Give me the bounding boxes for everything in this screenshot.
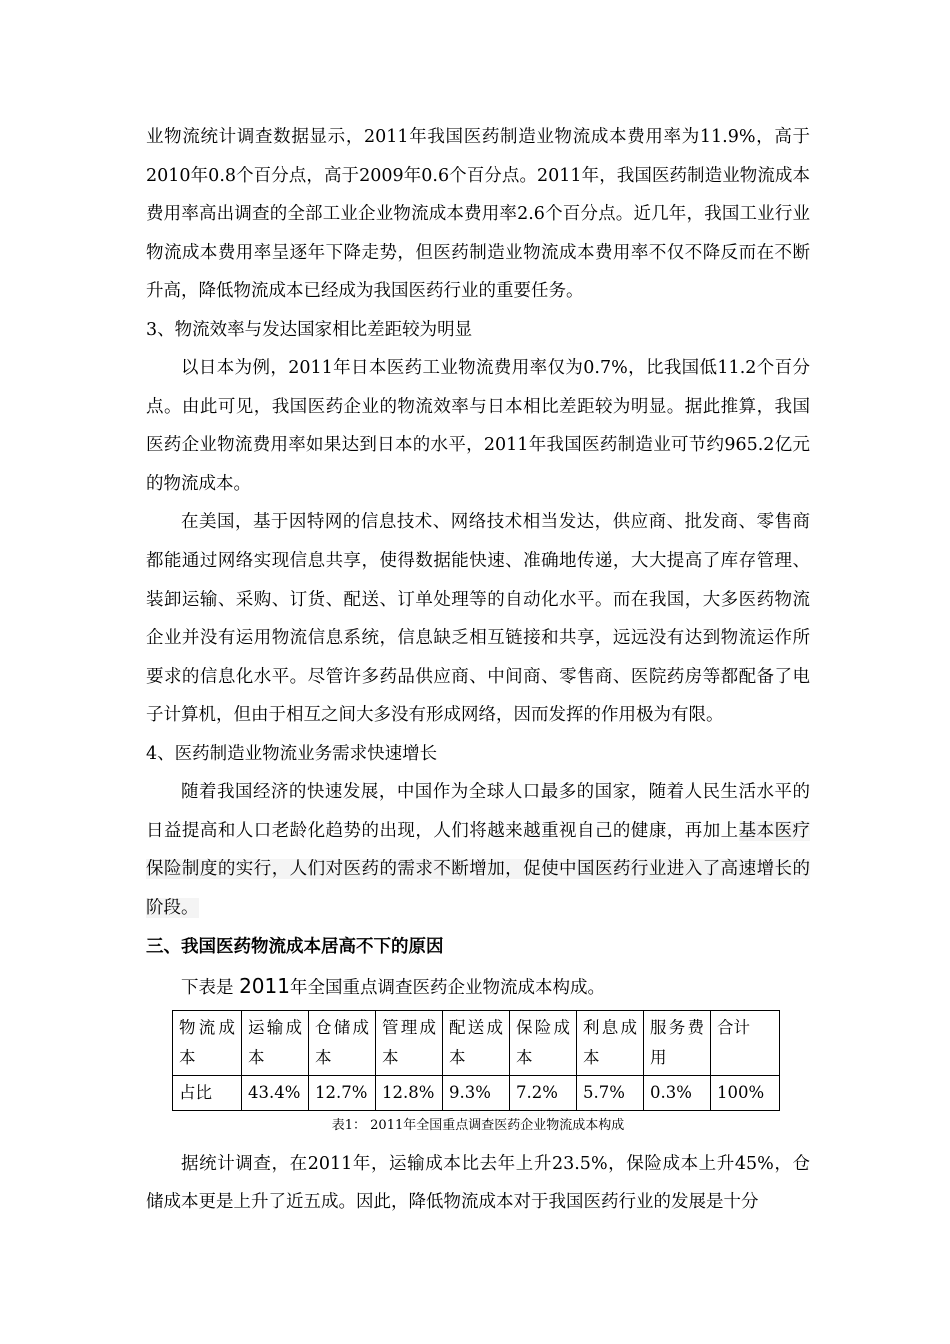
table-intro-year: 2011 bbox=[239, 974, 290, 999]
table-header-cell: 仓储成本 bbox=[309, 1010, 376, 1075]
section-heading-causes: 三、我国医药物流成本居高不下的原因 bbox=[146, 937, 444, 958]
paragraph-demand-growth-part3: 了高速增长的阶段。 bbox=[146, 859, 811, 918]
table-header-row bbox=[173, 1010, 780, 1075]
table-intro-pre: 下表是 bbox=[181, 978, 234, 999]
table-row bbox=[173, 1075, 780, 1110]
table-header-cell: 利息成本 bbox=[577, 1010, 644, 1075]
table-cell: 7.2% bbox=[510, 1075, 577, 1110]
table-header-cell: 管理成本 bbox=[376, 1010, 443, 1075]
table-cell: 9.3% bbox=[443, 1075, 510, 1110]
table-cell: 12.8% bbox=[376, 1075, 443, 1110]
logistics-cost-table bbox=[172, 1010, 780, 1111]
table-intro-post: 年全国重点调查医药企业物流成本构成。 bbox=[289, 978, 605, 999]
table-row-label: 占比 bbox=[173, 1075, 242, 1110]
paragraph-japan-comparison: 以日本为例，2011年日本医药工业物流费用率仅为0.7%，比我国低11.2个百分点。由此可见，我国医药企业的物流效率与日本相比差距较为明显。据此推算，我国医药企业物流费用率如果达到日本的水平，2011年我国医药制造业可节约965.2亿元的物流成本。 bbox=[146, 357, 810, 494]
table-cell: 100% bbox=[711, 1075, 780, 1110]
document-page bbox=[146, 118, 810, 1222]
table-header-cell: 运输成本 bbox=[242, 1010, 309, 1075]
paragraph-demand-growth bbox=[146, 773, 810, 927]
paragraph-demand-growth-part1: 随着我国经济的快速发展，中国作为全球人口最多的国家，随着人民生活水平的日益提高和人口老龄化趋势的出现，人们将越来越重视自己的健康，再加上 bbox=[146, 781, 810, 841]
heading-demand-growth: 4、医药制造业物流业务需求快速增长 bbox=[146, 743, 438, 764]
table-header-cell: 服务费用 bbox=[644, 1010, 711, 1075]
paragraph-demand-growth-part2: 基本医疗保险制度的实行，人们对医药的需求不断增加，促使中国医药行业进入 bbox=[146, 820, 810, 880]
table-cell: 5.7% bbox=[577, 1075, 644, 1110]
table-header-cell: 合计 bbox=[711, 1010, 780, 1075]
table-caption: 表1： 2011年全国重点调查医药企业物流成本构成 bbox=[331, 1117, 625, 1133]
table-cell: 43.4% bbox=[242, 1075, 309, 1110]
table-header-cell: 保险成本 bbox=[510, 1010, 577, 1075]
paragraph-logistics-cost-rate: 业物流统计调查数据显示，2011年我国医药制造业物流成本费用率为11.9%，高于2010年0.8个百分点，高于2009年0.6个百分点。2011年，我国医药制造业物流成本费用率高出调查的全部工业企业物流成本费用率2.6个百分点。近几年，我国工业行业物流成本费用率呈逐年下降走势，但医药制造业物流成本费用率不仅不降反而在不断升高，降低物流成本已经成为我国医药行业的重要任务。 bbox=[146, 127, 810, 302]
table-header-cell: 配送成本 bbox=[443, 1010, 510, 1075]
table-header-label: 物流成本 bbox=[173, 1010, 242, 1075]
table-intro bbox=[146, 967, 810, 1008]
paragraph-usa-comparison: 在美国，基于因特网的信息技术、网络技术相当发达，供应商、批发商、零售商都能通过网络实现信息共享，使得数据能快速、准确地传递，大大提高了库存管理、装卸运输、采购、订货、配送、订单处理等的自动化水平。而在我国，大多医药物流企业并没有运用物流信息系统，信息缺乏相互链接和共享，远远没有达到物流运作所要求的信息化水平。尽管许多药品供应商、中间商、零售商、医院药房等都配备了电子计算机，但由于相互之间大多没有形成网络，因而发挥的作用极为有限。 bbox=[146, 512, 810, 726]
paragraph-cost-increase: 据统计调查，在2011年，运输成本比去年上升23.5%，保险成本上升45%，仓储成本更是上升了近五成。因此，降低物流成本对于我国医药行业的发展是十分 bbox=[146, 1153, 810, 1213]
table-cell: 12.7% bbox=[309, 1075, 376, 1110]
heading-efficiency-gap: 3、物流效率与发达国家相比差距较为明显 bbox=[146, 319, 473, 340]
table-cell: 0.3% bbox=[644, 1075, 711, 1110]
